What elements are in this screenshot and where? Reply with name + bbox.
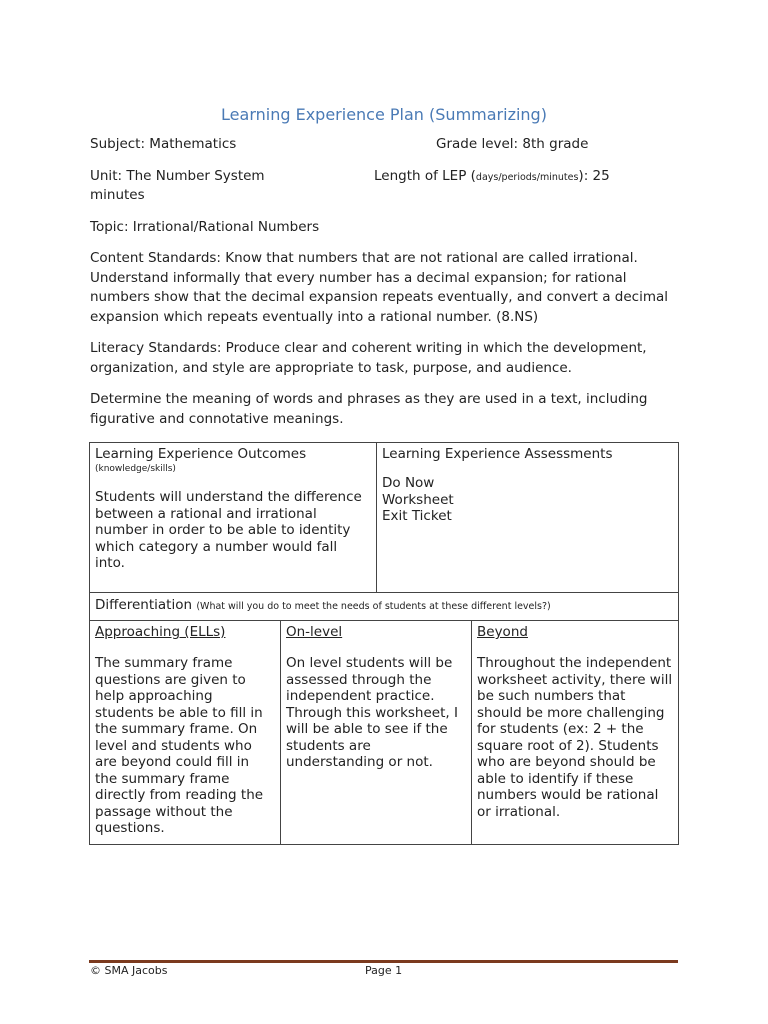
length-prefix: Length of LEP (	[374, 168, 476, 184]
assessments-header: Learning Experience Assessments	[382, 446, 613, 462]
approaching-body: The summary frame questions are given to help approaching students be able to fill in the summary frame. On level and students who are beyond could fill in the summary frame directly from reading the passage without the questions.	[95, 655, 264, 836]
grade-level-line: Grade level: 8th grade	[436, 136, 589, 152]
length-suffix: ): 25	[578, 168, 610, 184]
content-standards: Content Standards: Know that numbers that are not rational are called irrational. Understand informally that every number has a decimal expansion; for rational numbers show that the decimal expansion repeats eventually, and convert a decimal expansion which repeats eventually into a rational number. (8.NS)	[90, 250, 669, 325]
length-wrap: minutes	[90, 187, 145, 203]
length-line	[374, 167, 610, 187]
approaching-cell	[90, 621, 281, 845]
outcomes-header: Learning Experience Outcomes	[95, 446, 307, 462]
unit-line: Unit: The Number System	[90, 168, 265, 184]
footer-page-number: Page 1	[365, 964, 403, 977]
outcomes-body: Students will understand the difference between a rational and irrational number in order to be able to identity which category a number would fall into.	[95, 489, 362, 571]
beyond-header: Beyond	[477, 624, 528, 640]
differentiation-header: Differentiation	[95, 597, 193, 613]
differentiation-levels-row	[90, 621, 679, 845]
outcomes-subheader: (knowledge/skills)	[95, 464, 176, 474]
subject-line: Subject: Mathematics	[90, 136, 237, 152]
approaching-header: Approaching (ELLs)	[95, 624, 226, 640]
literacy-standards: Literacy Standards: Produce clear and coherent writing in which the development, organization, and style are appropriate to task, purpose, and audience.	[90, 340, 647, 376]
differentiation-subheader: (What will you do to meet the needs of students at these different levels?)	[196, 601, 551, 612]
footer-copyright: © SMA Jacobs	[90, 964, 168, 977]
outcomes-row	[90, 443, 679, 593]
onlevel-header: On-level	[286, 624, 343, 640]
beyond-cell	[472, 621, 679, 845]
assessments-cell	[377, 443, 679, 593]
differentiation-header-row	[90, 593, 679, 621]
determine-meaning: Determine the meaning of words and phrases as they are used in a text, including figurative and connotative meanings.	[90, 391, 648, 427]
document-title: Learning Experience Plan (Summarizing)	[221, 105, 547, 124]
length-units-note: days/periods/minutes	[475, 172, 579, 183]
onlevel-cell	[281, 621, 472, 845]
assessment-item: Exit Ticket	[382, 508, 452, 524]
topic-line: Topic: Irrational/Rational Numbers	[90, 219, 320, 235]
onlevel-body: On level students will be assessed through the independent practice. Through this worksheet, I will be able to see if the students are understanding or not.	[286, 655, 458, 770]
assessment-item: Do Now	[382, 475, 435, 491]
assessment-item: Worksheet	[382, 491, 454, 508]
outcomes-cell	[90, 443, 377, 593]
footer-rule	[89, 960, 678, 963]
beyond-body: Throughout the independent worksheet activity, there will be such numbers that should be more challenging for students (ex: 2 + the square root of 2). Students who are beyond should be able to identify if these numbers would be rational or irrational.	[477, 655, 673, 820]
assessments-list	[382, 475, 673, 525]
differentiation-cell	[90, 593, 679, 621]
lep-table	[89, 442, 679, 845]
